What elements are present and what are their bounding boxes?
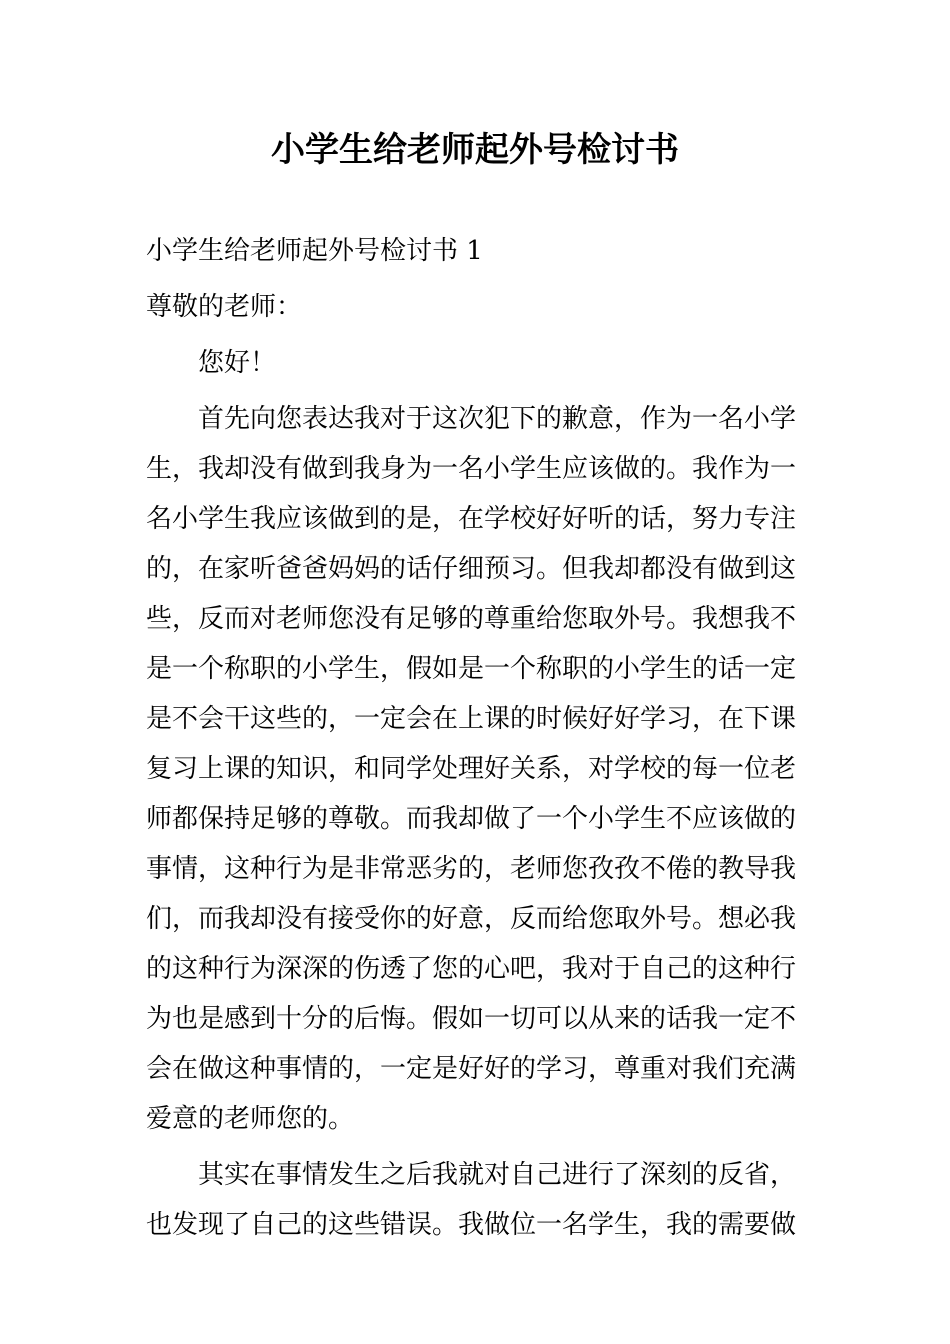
paragraph-line: 师都保持足够的尊敬。而我却做了一个小学生不应该做的 [146,804,797,834]
paragraph-line: 是不会干这些的，一定会在上课的时候好好学习，在下课 [146,704,797,734]
paragraph-line: 爱意的老师您的。 [146,1104,355,1134]
paragraph-line: 会在做这种事情的，一定是好好的学习，尊重对我们充满 [146,1054,797,1084]
paragraph-2 [146,1150,806,1250]
document-title: 小学生给老师起外号检讨书 [271,130,679,170]
paragraph-line: 事情，这种行为是非常恶劣的，老师您孜孜不倦的教导我 [146,854,797,884]
paragraph-line: 首先向您表达我对于这次犯下的歉意，作为一名小学 [198,404,797,434]
salutation: 尊敬的老师： [146,292,303,322]
paragraph-line: 些，反而对老师您没有足够的尊重给您取外号。我想我不 [146,604,797,634]
paragraph-line: 其实在事情发生之后我就对自己进行了深刻的反省， [198,1160,797,1190]
paragraph-line: 们，而我却没有接受你的好意，反而给您取外号。想必我 [146,904,797,934]
paragraph-line: 名小学生我应该做到的是，在学校好好听的话，努力专注 [146,504,797,534]
paragraph-line: 的，在家听爸爸妈妈的话仔细预习。但我却都没有做到这 [146,554,797,584]
paragraph-line: 复习上课的知识，和同学处理好关系，对学校的每一位老 [146,754,797,784]
paragraph-line: 是一个称职的小学生，假如是一个称职的小学生的话一定 [146,654,797,684]
document-body [146,226,806,1250]
paragraph-line: 的这种行为深深的伤透了您的心吧，我对于自己的这种行 [146,954,797,984]
paragraph-1 [146,394,806,1144]
paragraph-line: 也发现了自己的这些错误。我做位一名学生，我的需要做 [146,1210,797,1240]
greeting: 您好！ [198,348,277,378]
section-heading: 小学生给老师起外号检讨书 1 [146,236,483,266]
paragraph-line: 生，我却没有做到我身为一名小学生应该做的。我作为一 [146,454,797,484]
paragraph-line: 为也是感到十分的后悔。假如一切可以从来的话我一定不 [146,1004,797,1034]
